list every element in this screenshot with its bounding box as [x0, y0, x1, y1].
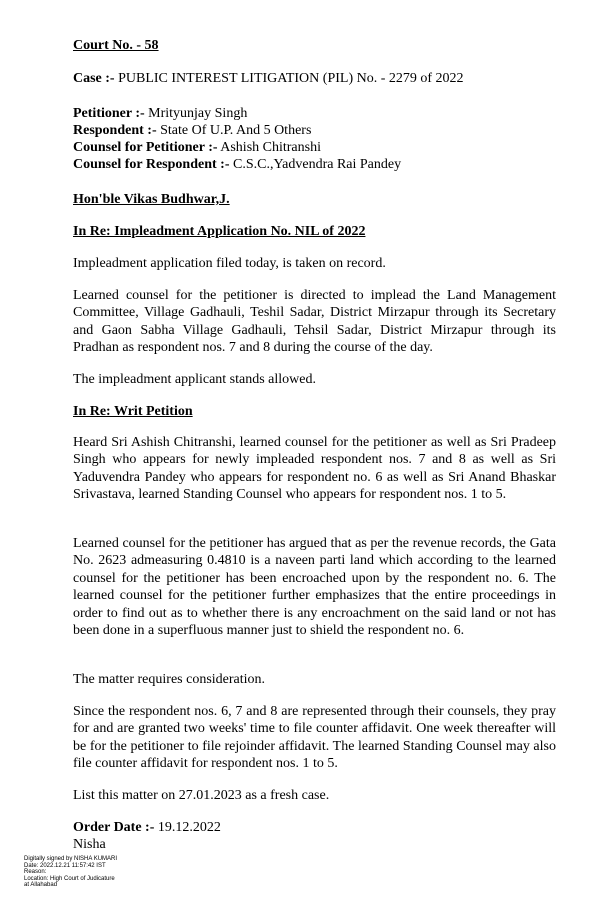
- signature-line: Reason:: [24, 869, 47, 876]
- counsel-respondent-line: Counsel for Respondent :- C.S.C.,Yadvendra Rai Pandey: [73, 157, 402, 172]
- writ-para-2: Learned counsel for the petitioner has argued that as per the revenue records, the Gata No. 2623 admeasuring 0.4810 is a naveen parti land which according to the learned counsel for the petitioner has been encroached upon by the respondent no. 6. The learned counsel for the petitioner further emphasizes that the entire proceedings in order to find out as to whether there is any encroachment on the said land or not has been done in a superfluous manner just to shield the respondent no. 6.: [73, 536, 556, 639]
- impleadment-para-3: The impleadment applicant stands allowed.: [73, 372, 316, 387]
- impleadment-para-2: Learned counsel for the petitioner is directed to implead the Land Management Committee, Village Gadhauli, Teshil Sadar, District Mirzapur through its Secretary and Gaon Sabha Village Gadhauli, Tehsil Sadar, District Mirzapur through its Pradhan as respondent nos. 7 and 8 during the course of the day.: [73, 288, 556, 356]
- case-line: Case :- PUBLIC INTEREST LITIGATION (PIL) No. - 2279 of 2022: [73, 71, 464, 86]
- writ-heading: In Re: Writ Petition: [73, 404, 193, 419]
- counsel-petitioner-line: Counsel for Petitioner :- Ashish Chitranshi: [73, 140, 321, 155]
- writ-para-5: List this matter on 27.01.2023 as a fresh case.: [73, 788, 330, 803]
- signature-line: at Allahabad: [24, 882, 58, 889]
- order-date-line: Order Date :- 19.12.2022: [73, 820, 221, 835]
- court-number: Court No. - 58: [73, 38, 159, 53]
- petitioner-line: Petitioner :- Mrityunjay Singh: [73, 106, 248, 121]
- parties-block: [73, 105, 556, 173]
- digital-signature-stamp: [24, 856, 117, 889]
- impleadment-heading: In Re: Impleadment Application No. NIL of 2022: [73, 224, 366, 239]
- signer-name: Nisha: [73, 837, 106, 852]
- judge-name: Hon'ble Vikas Budhwar,J.: [73, 192, 230, 207]
- signature-line: Location: High Court of Judicature: [24, 875, 115, 882]
- impleadment-para-1: Impleadment application filed today, is taken on record.: [73, 256, 386, 271]
- writ-para-4: Since the respondent nos. 6, 7 and 8 are represented through their counsels, they pray for and are granted two weeks' time to file counter affidavit. One week thereafter will be for the petitioner to file rejoinder affidavit. The learned Standing Counsel may also file counter affidavit for respondent nos. 1 to 5.: [73, 704, 556, 772]
- writ-para-3: The matter requires consideration.: [73, 672, 266, 687]
- signature-line: Digitally signed by NISHA KUMARI: [24, 856, 118, 862]
- respondent-line: Respondent :- State Of U.P. And 5 Others: [73, 123, 312, 138]
- signature-line: Date: 2022.12.21 11:57:42 IST: [24, 862, 106, 869]
- writ-para-1: Heard Sri Ashish Chitranshi, learned counsel for the petitioner as well as Sri Pradeep Singh who appears for newly impleaded respondent nos. 7 and 8 as well as Sri Yaduvendra Pandey who appears for respondent no. 6 as well as Sri Anand Bhaskar Srivastava, learned Standing Counsel who appears for respondent nos. 1 to 5.: [73, 435, 556, 503]
